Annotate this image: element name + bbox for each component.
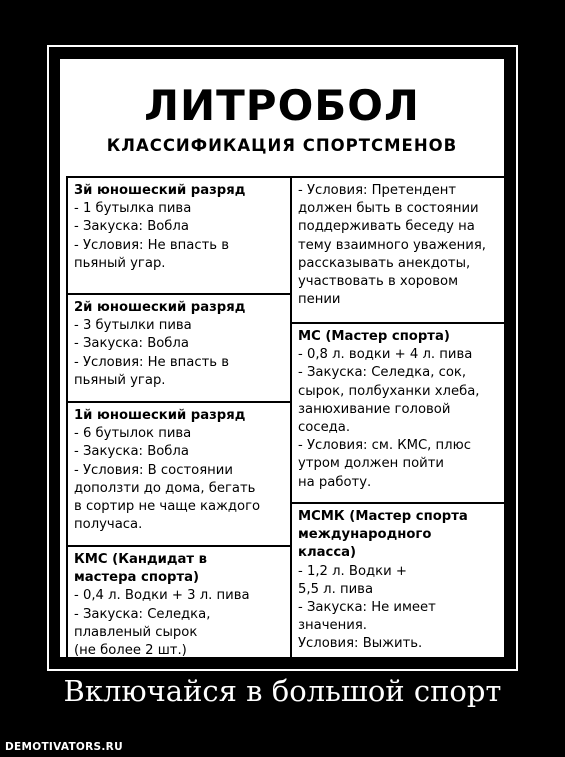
- rank-detail-line: - Закуска: Вобла: [74, 336, 189, 352]
- rank-detail-line: - Условия: Не впасть в: [74, 237, 230, 253]
- rank-cell-3-junior: [68, 178, 290, 295]
- poster: [56, 55, 508, 661]
- rank-heading: класса): [298, 545, 357, 561]
- right-column: [292, 178, 504, 657]
- rank-detail-line: сырок, полбуханки хлеба,: [298, 383, 480, 399]
- rank-detail-line: - 0,4 л. Водки + 3 л. пива: [74, 588, 250, 604]
- rank-detail-line: пьяный угар.: [74, 255, 166, 271]
- rank-detail-line: - Условия: см. КМС, плюс: [298, 438, 471, 454]
- rank-heading: МСМК (Мастер спорта: [298, 509, 468, 524]
- rank-detail-line: получаса.: [74, 517, 143, 533]
- rank-detail-line: соседа.: [298, 420, 351, 436]
- rank-detail-line: - 1 бутылка пива: [74, 201, 192, 217]
- rank-cell-1-junior: [68, 403, 290, 547]
- rank-detail-line: участвовать в хоровом: [298, 274, 459, 290]
- rank-detail-line: - Условия: Не впасть в: [74, 354, 230, 370]
- rank-detail-line: - 6 бутылок пива: [74, 426, 192, 442]
- rank-detail-line: на работу.: [298, 474, 372, 490]
- rank-heading: КМС (Кандидат в: [74, 552, 208, 567]
- rank-detail-line: значения.: [298, 618, 367, 634]
- rank-cell-msmk: [292, 504, 504, 657]
- rank-detail-line: поддерживать беседу на: [298, 219, 475, 235]
- rank-heading: 1й юношеский разряд: [74, 408, 246, 423]
- rank-detail-line: - Закуска: Селедка,: [74, 606, 211, 622]
- rank-detail-line: - Условия: Претендент: [298, 183, 456, 198]
- rank-detail-line: тему взаимного уважения,: [298, 237, 486, 253]
- rank-detail-line: в сортир не чаще каждого: [74, 499, 261, 515]
- rank-heading: мастера спорта): [74, 570, 200, 586]
- rank-detail-line: - Закуска: Селедка, сок,: [298, 365, 467, 381]
- rank-detail-line: Условия: Выжить.: [298, 636, 423, 652]
- rank-detail-line: - 0,8 л. водки + 4 л. пива: [298, 347, 473, 363]
- rank-detail-line: - Условия: В состоянии: [74, 462, 233, 478]
- rank-detail-line: плавленый сырок: [74, 624, 198, 640]
- rank-detail-line: занюхивание головой: [298, 401, 451, 417]
- poster-title: ЛИТРОБОЛ: [144, 81, 420, 130]
- rank-detail-line: - 3 бутылки пива: [74, 318, 192, 334]
- rank-detail-line: должен быть в состоянии: [298, 201, 479, 217]
- rank-detail-line: доползти до дома, бегать: [74, 480, 256, 496]
- rank-detail-line: - 1,2 л. Водки +: [298, 563, 407, 579]
- rank-cell-2-junior: [68, 295, 290, 403]
- rank-detail-line: - Закуска: Вобла: [74, 219, 189, 235]
- rank-detail-line: пьяный угар.: [74, 372, 166, 388]
- rank-detail-line: - Закуска: Не имеет: [298, 600, 436, 616]
- rank-heading: 3й юношеский разряд: [74, 183, 246, 198]
- rank-heading: МС (Мастер спорта): [298, 329, 450, 344]
- poster-subtitle: КЛАССИФИКАЦИЯ СПОРТСМЕНОВ: [106, 136, 458, 155]
- rank-detail-line: пении: [298, 292, 341, 308]
- left-column: [68, 178, 292, 657]
- classification-table: [66, 176, 506, 659]
- rank-detail-line: утром должен пойти: [298, 456, 445, 472]
- rank-heading: международного: [298, 527, 432, 543]
- rank-detail-line: - Закуска: Вобла: [74, 444, 189, 460]
- rank-cell-kms: [68, 547, 290, 657]
- caption: Включайся в большой спорт: [63, 674, 502, 708]
- rank-detail-line: 5,5 л. пива: [298, 581, 374, 597]
- watermark: DEMOTIVATORS.RU: [5, 741, 123, 753]
- kms-conditions-cell: [292, 178, 504, 324]
- rank-heading: 2й юношеский разряд: [74, 300, 246, 315]
- rank-detail-line: рассказывать анекдоты,: [298, 255, 471, 271]
- rank-detail-line: (не более 2 шт.): [74, 643, 187, 659]
- rank-cell-ms: [292, 324, 504, 504]
